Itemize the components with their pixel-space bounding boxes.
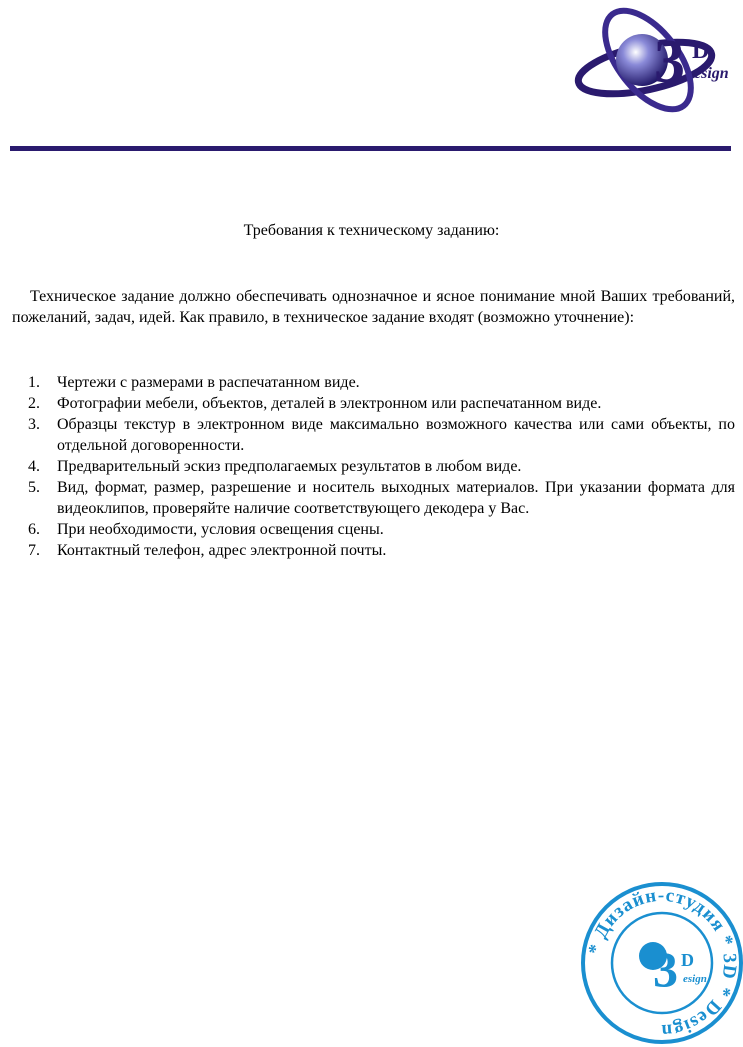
list-item	[12, 519, 735, 540]
list-item-text: Фотографии мебели, объектов, деталей в электронном или распечатанном виде.	[57, 395, 602, 412]
list-item-number: 5.	[28, 479, 40, 496]
list-item-number: 3.	[28, 416, 40, 433]
list-item	[12, 393, 735, 414]
stamp-ring-text: * Дизайн-студия * 3D * Design	[584, 884, 741, 1042]
stamp-center-3: 3	[653, 941, 678, 997]
logo-text-d: D	[692, 38, 710, 64]
list-item-number: 7.	[28, 542, 40, 559]
company-stamp	[579, 880, 743, 1046]
stamp-center-d: D	[681, 950, 694, 970]
document-title: Требования к техническому заданию:	[243, 222, 500, 239]
list-item-text: Чертежи с размерами в распечатанном виде.	[57, 374, 360, 391]
list-item	[12, 477, 735, 519]
list-item-number: 6.	[28, 521, 40, 538]
list-item-text: Предварительный эскиз предполагаемых результатов в любом виде.	[57, 458, 522, 475]
stamp-center-esign: esign	[683, 973, 707, 985]
list-item-text: При необходимости, условия освещения сцены.	[57, 521, 384, 538]
list-item-text: Образцы текстур в электронном виде максимально возможного качества или сами объекты, по отдельной договоренности.	[57, 416, 735, 454]
list-item-text: Контактный телефон, адрес электронной почты.	[57, 542, 387, 559]
intro-paragraph: Техническое задание должно обеспечивать однозначное и ясное понимание мной Ваших требований, пожеланий, задач, идей. Как правило, в техническое задание входят (возможно уточнение):	[12, 288, 735, 326]
header-divider	[10, 146, 731, 151]
list-item-text: Вид, формат, размер, разрешение и носитель выходных материалов. При указании формата для видеоклипов, проверяйте наличие соответствующего декодера у Вас.	[57, 479, 735, 517]
list-item	[12, 372, 735, 393]
company-logo	[570, 0, 740, 122]
list-item-number: 4.	[28, 458, 40, 475]
list-item	[12, 540, 735, 561]
requirements-list	[12, 372, 735, 561]
logo-text-3: 3	[654, 28, 685, 96]
list-item	[12, 414, 735, 456]
list-item-number: 2.	[28, 395, 40, 412]
logo-text-esign: esign	[694, 65, 729, 82]
list-item	[12, 456, 735, 477]
list-item-number: 1.	[28, 374, 40, 391]
